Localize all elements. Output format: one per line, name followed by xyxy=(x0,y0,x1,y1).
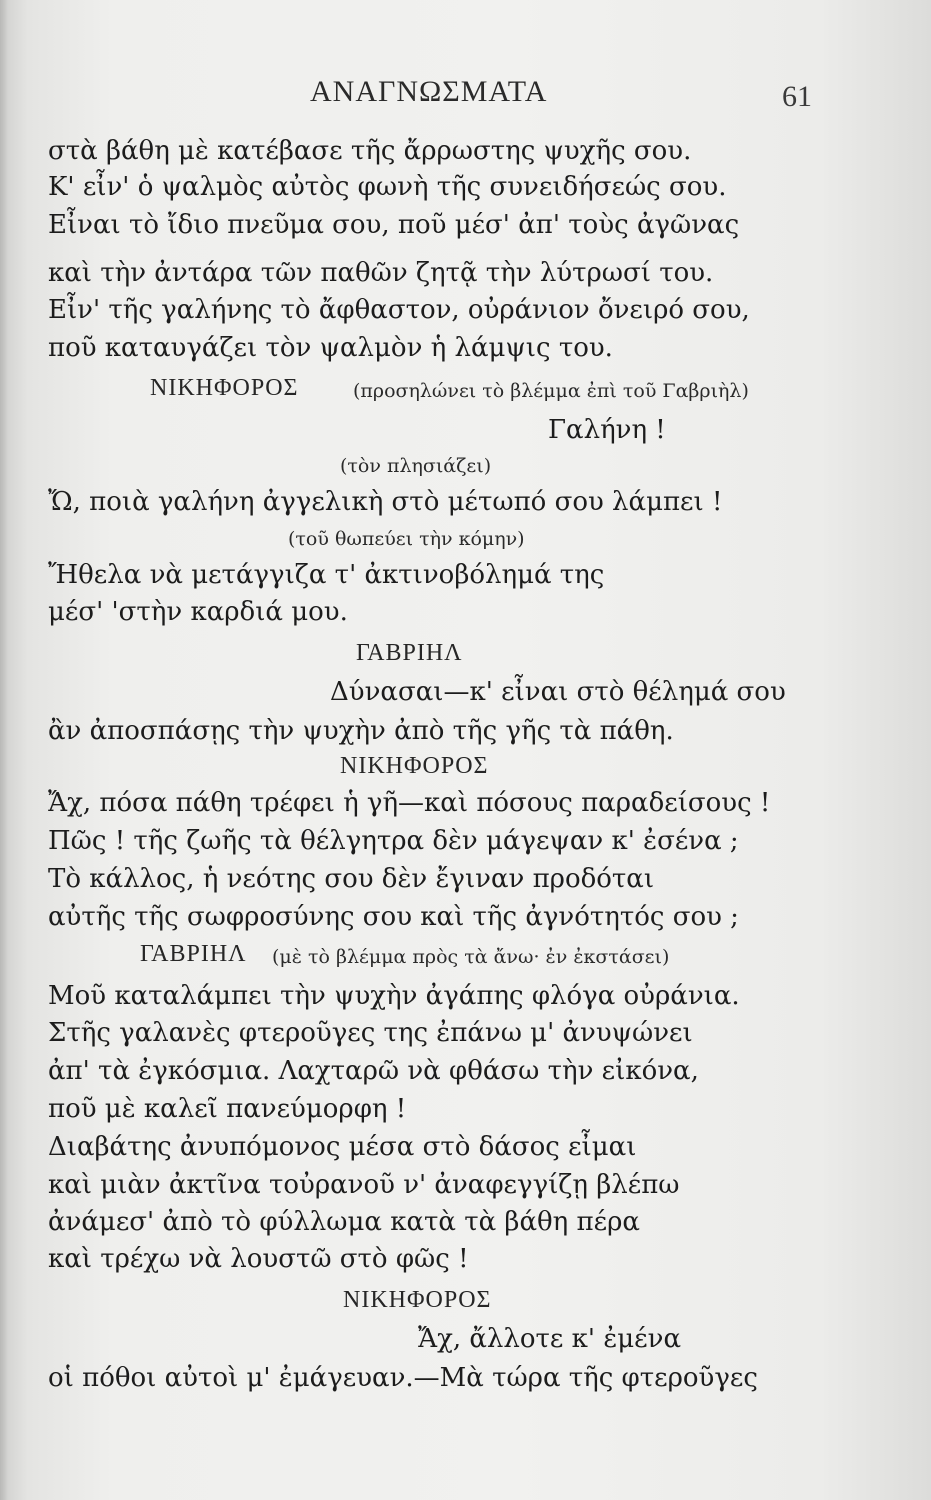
verse-line: ἀνάμεσ' ἀπὸ τὸ φύλλωμα κατὰ τὰ βάθη πέρα xyxy=(48,1207,640,1237)
stage-direction: (μὲ τὸ βλέμμα πρὸς τὰ ἄνω· ἐν ἐκστάσει) xyxy=(272,946,670,968)
speaker-name: ΝΙΚΗΦΟΡΟΣ xyxy=(150,375,299,401)
speaker-name: ΓΑΒΡΙΗΛ xyxy=(140,941,247,967)
verse-line: καὶ τρέχω νὰ λουστῶ στὸ φῶς ! xyxy=(48,1244,469,1274)
verse-line: Ἄχ, πόσα πάθη τρέφει ἡ γῆ—καὶ πόσους παραδείσους ! xyxy=(48,788,771,818)
verse-line: Ἤθελα νὰ μετάγγιζα τ' ἀκτινοβόλημά της xyxy=(48,560,605,590)
speaker-name: ΝΙΚΗΦΟΡΟΣ xyxy=(340,753,489,779)
verse-line: ἂν ἀποσπάσῃς τὴν ψυχὴν ἀπὸ τῆς γῆς τὰ πάθη. xyxy=(48,716,674,746)
verse-line: Στῆς γαλανὲς φτεροῦγες της ἐπάνω μ' ἀνυψώνει xyxy=(48,1018,693,1048)
verse-line: ποῦ καταυγάζει τὸν ψαλμὸν ἡ λάμψις του. xyxy=(48,333,613,363)
page-number: 61 xyxy=(782,80,812,113)
verse-line: Ἄχ, ἄλλοτε κ' ἐμένα xyxy=(418,1324,681,1354)
verse-line: Εἶν' τῆς γαλήνης τὸ ἄφθαστον, οὐράνιον ὄνειρό σου, xyxy=(48,295,750,325)
verse-line: Δύνασαι—κ' εἶναι στὸ θέλημά σου xyxy=(330,677,786,707)
verse-line: Μοῦ καταλάμπει τὴν ψυχὴν ἀγάπης φλόγα οὐράνια. xyxy=(48,981,740,1011)
verse-line: ποῦ μὲ καλεῖ πανεύμορφη ! xyxy=(48,1094,407,1124)
verse-line: αὐτῆς τῆς σωφροσύνης σου καὶ τῆς ἀγνότητός σου ; xyxy=(48,902,739,932)
stage-direction: (τὸν πλησιάζει) xyxy=(340,455,492,477)
verse-line: οἱ πόθοι αὐτοὶ μ' ἐμάγευαν.—Μὰ τώρα τῆς φτεροῦγες xyxy=(48,1363,758,1393)
stage-direction: (προσηλώνει τὸ βλέμμα ἐπὶ τοῦ Γαβριὴλ) xyxy=(353,380,749,402)
page-edge-shadow xyxy=(0,0,8,1500)
verse-line: καὶ τὴν ἀντάρα τῶν παθῶν ζητᾷ τὴν λύτρωσί του. xyxy=(48,258,714,288)
verse-line: Πῶς ! τῆς ζωῆς τὰ θέλγητρα δὲν μάγεψαν κ' ἐσένα ; xyxy=(48,826,739,856)
verse-line: Εἶναι τὸ ἴδιο πνεῦμα σου, ποῦ μέσ' ἀπ' τοὺς ἀγῶνας xyxy=(48,210,740,240)
verse-line: ἀπ' τὰ ἐγκόσμια. Λαχταρῶ νὰ φθάσω τὴν εἰκόνα, xyxy=(48,1056,699,1086)
verse-line: Τὸ κάλλος, ἡ νεότης σου δὲν ἔγιναν προδόται xyxy=(48,864,655,894)
speaker-name: ΝΙΚΗΦΟΡΟΣ xyxy=(343,1287,492,1313)
verse-line: στὰ βάθη μὲ κατέβασε τῆς ἄρρωστης ψυχῆς σου. xyxy=(48,136,692,166)
verse-line: μέσ' 'στὴν καρδιά μου. xyxy=(48,597,348,627)
verse-line: Γαλήνη ! xyxy=(548,415,666,445)
verse-line: Ὤ, ποιὰ γαλήνη ἀγγελικὴ στὸ μέτωπό σου λάμπει ! xyxy=(48,487,723,517)
verse-line: Διαβάτης ἀνυπόμονος μέσα στὸ δάσος εἶμαι xyxy=(48,1132,637,1162)
verse-line: Κ' εἶν' ὁ ψαλμὸς αὐτὸς φωνὴ τῆς συνειδήσεώς σου. xyxy=(48,172,727,202)
verse-line: καὶ μιὰν ἀκτῖνα τοὐρανοῦ ν' ἀναφεγγίζῃ βλέπω xyxy=(48,1170,680,1200)
running-title: ΑΝΑΓΝΩΣΜΑΤΑ xyxy=(310,75,548,108)
speaker-name: ΓΑΒΡΙΗΛ xyxy=(356,640,463,666)
stage-direction: (τοῦ θωπεύει τὴν κόμην) xyxy=(288,528,525,550)
